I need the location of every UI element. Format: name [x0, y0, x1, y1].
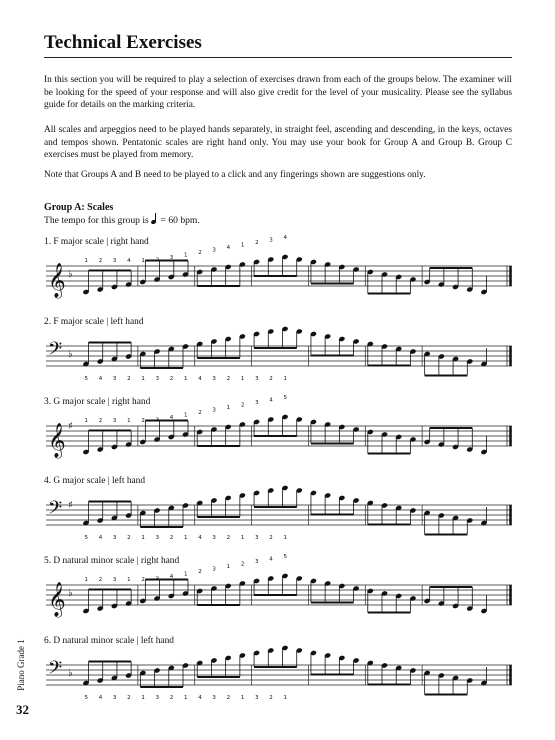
fingering-number: 3	[112, 695, 117, 701]
fingering-number: 1	[283, 376, 287, 382]
fingering-number: 1	[184, 695, 188, 701]
fingering-number: 3	[255, 535, 259, 541]
intro-paragraph-1: In this section you will be required to play a selection of exercises drawn from each of the groups below. The examiner will be looking for the speed of your response and will also give credit for the level of your musicality. Please see the syllabus guide for details on the marking criteria.	[44, 75, 512, 111]
book-side-label: Piano Grade 1	[16, 639, 26, 691]
fingering-number: 2	[169, 695, 174, 701]
fingering-number: 1	[184, 412, 188, 419]
fingering-number: 2	[155, 257, 160, 264]
fingering-number: 1	[226, 564, 231, 570]
flat-icon: ♭	[68, 668, 73, 679]
flat-icon: ♭	[68, 588, 73, 599]
tempo-suffix: = 60 bpm.	[160, 215, 200, 226]
fingering-number: 4	[198, 376, 202, 382]
fingering-number: 4	[98, 376, 103, 382]
fingering-number: 4	[283, 235, 287, 241]
page-title: Technical Exercises	[44, 32, 202, 53]
fingering-number: 1	[141, 535, 145, 541]
fingering-number: 1	[84, 258, 88, 264]
flat-icon: ♭	[68, 349, 73, 360]
fingering-number: 3	[112, 376, 117, 382]
fingering-number: 1	[84, 577, 88, 583]
flat-icon: ♭	[68, 269, 73, 280]
fingering-number: 2	[240, 561, 245, 568]
fingering-number: 1	[226, 405, 231, 411]
fingering-number: 2	[141, 418, 145, 424]
fingering-number: 2	[169, 376, 174, 382]
fingering-number: 3	[112, 577, 117, 583]
tempo-line	[44, 214, 200, 226]
fingering-number: 2	[198, 250, 202, 256]
sharp-icon: ♯	[68, 421, 73, 432]
fingering-number: 1	[240, 242, 245, 249]
fingering-number: 1	[141, 376, 145, 382]
exercise-label: 1. F major scale | right hand	[44, 237, 149, 247]
fingering-number: 3	[212, 376, 216, 382]
exercise-label: 3. G major scale | right hand	[44, 397, 151, 407]
fingering-number: 4	[226, 245, 231, 251]
fingering-number: 1	[141, 258, 145, 264]
fingering-number: 2	[141, 577, 145, 583]
fingering-number: 3	[212, 407, 216, 414]
fingering-number: 3	[155, 376, 160, 382]
fingering-number: 2	[240, 402, 245, 409]
fingering-number: 1	[184, 571, 188, 578]
fingering-number: 3	[255, 376, 259, 382]
fingering-number: 1	[283, 695, 287, 701]
fingering-number: 1	[184, 376, 188, 382]
fingering-number: 1	[184, 535, 188, 541]
bass-clef-icon: 𝄢	[48, 339, 63, 364]
fingering-number: 1	[184, 252, 188, 259]
bass-clef-icon: 𝄢	[48, 498, 63, 523]
fingering-number: 1	[127, 418, 131, 424]
fingering-number: 2	[98, 418, 103, 424]
exercise-label: 4. G major scale | left hand	[44, 476, 146, 486]
fingering-number: 2	[127, 376, 131, 382]
fingering-number: 1	[240, 535, 245, 541]
page-number: 32	[16, 702, 29, 717]
exercise-label: 5. D natural minor scale | right hand	[44, 556, 180, 566]
sharp-icon: ♯	[68, 500, 73, 511]
group-title: Group A: Scales	[44, 202, 114, 213]
fingering-number: 2	[269, 695, 273, 701]
fingering-number: 2	[198, 569, 202, 575]
fingering-number: 3	[212, 695, 216, 701]
fingering-number: 4	[169, 415, 174, 421]
fingering-number: 4	[98, 535, 103, 541]
fingering-number: 3	[255, 400, 259, 406]
fingering-number: 2	[169, 535, 174, 541]
fingering-number: 2	[127, 695, 131, 701]
fingering-number: 1	[240, 695, 245, 701]
fingering-number: 5	[84, 376, 88, 382]
bass-clef-icon: 𝄢	[48, 658, 63, 683]
fingering-number: 2	[226, 376, 231, 382]
fingering-number: 2	[255, 240, 259, 246]
intro-paragraph-2: All scales and arpeggios need to be played hands separately, in straight feel, ascending and descending, in the keys, octaves and tempos shown. Pentatonic scales are right hand only. You may use your book for Group A and Group B. Group C exercises must be played from memory.	[44, 125, 512, 161]
fingering-number: 3	[155, 535, 160, 541]
fingering-number: 1	[84, 418, 88, 424]
fingering-number: 3	[155, 576, 160, 583]
fingering-number: 5	[283, 395, 287, 401]
fingering-number: 4	[169, 574, 174, 580]
fingering-number: 2	[269, 535, 273, 541]
exercise-label: 2. F major scale | left hand	[44, 317, 144, 327]
fingering-number: 2	[198, 410, 202, 416]
treble-clef-icon: 𝄞	[48, 263, 66, 298]
fingering-number: 1	[141, 695, 145, 701]
fingering-number: 3	[212, 535, 216, 541]
tempo-prefix: The tempo for this group is	[44, 215, 149, 226]
fingering-number: 4	[127, 258, 131, 264]
fingering-number: 4	[198, 535, 202, 541]
fingering-number: 4	[269, 556, 273, 563]
fingering-number: 5	[84, 695, 88, 701]
treble-clef-icon: 𝄞	[48, 423, 66, 458]
fingering-number: 1	[240, 376, 245, 382]
music-staff	[44, 483, 514, 553]
fingering-number: 3	[269, 237, 273, 244]
fingering-number: 3	[212, 566, 216, 573]
fingering-number: 5	[283, 554, 287, 560]
fingering-number: 3	[155, 695, 160, 701]
fingering-number: 2	[269, 376, 273, 382]
fingering-number: 3	[112, 535, 117, 541]
treble-clef-icon: 𝄞	[48, 582, 66, 617]
crotchet-note-icon	[151, 214, 158, 223]
fingering-number: 3	[169, 255, 174, 261]
exercise-label: 6. D natural minor scale | left hand	[44, 636, 174, 646]
fingering-number: 3	[255, 695, 259, 701]
fingering-number: 2	[98, 258, 103, 264]
fingering-number: 1	[283, 535, 287, 541]
fingering-number: 4	[198, 695, 202, 701]
fingering-number: 4	[269, 397, 273, 404]
fingering-number: 3	[112, 258, 117, 264]
fingering-number: 3	[112, 418, 117, 424]
fingering-number: 2	[226, 535, 231, 541]
title-divider	[44, 57, 512, 58]
fingering-number: 2	[127, 535, 131, 541]
fingering-number: 2	[226, 695, 231, 701]
music-staff	[44, 324, 514, 394]
fingering-number: 5	[84, 535, 88, 541]
fingering-number: 4	[98, 695, 103, 701]
fingering-number: 1	[127, 577, 131, 583]
fingering-number: 3	[212, 247, 216, 254]
music-staff	[44, 643, 514, 713]
fingering-number: 3	[155, 417, 160, 424]
fingering-number: 2	[98, 577, 103, 583]
intro-paragraph-3: Note that Groups A and B need to be played to a click and any fingerings shown are suggestions only.	[44, 170, 426, 180]
fingering-number: 3	[255, 559, 259, 565]
